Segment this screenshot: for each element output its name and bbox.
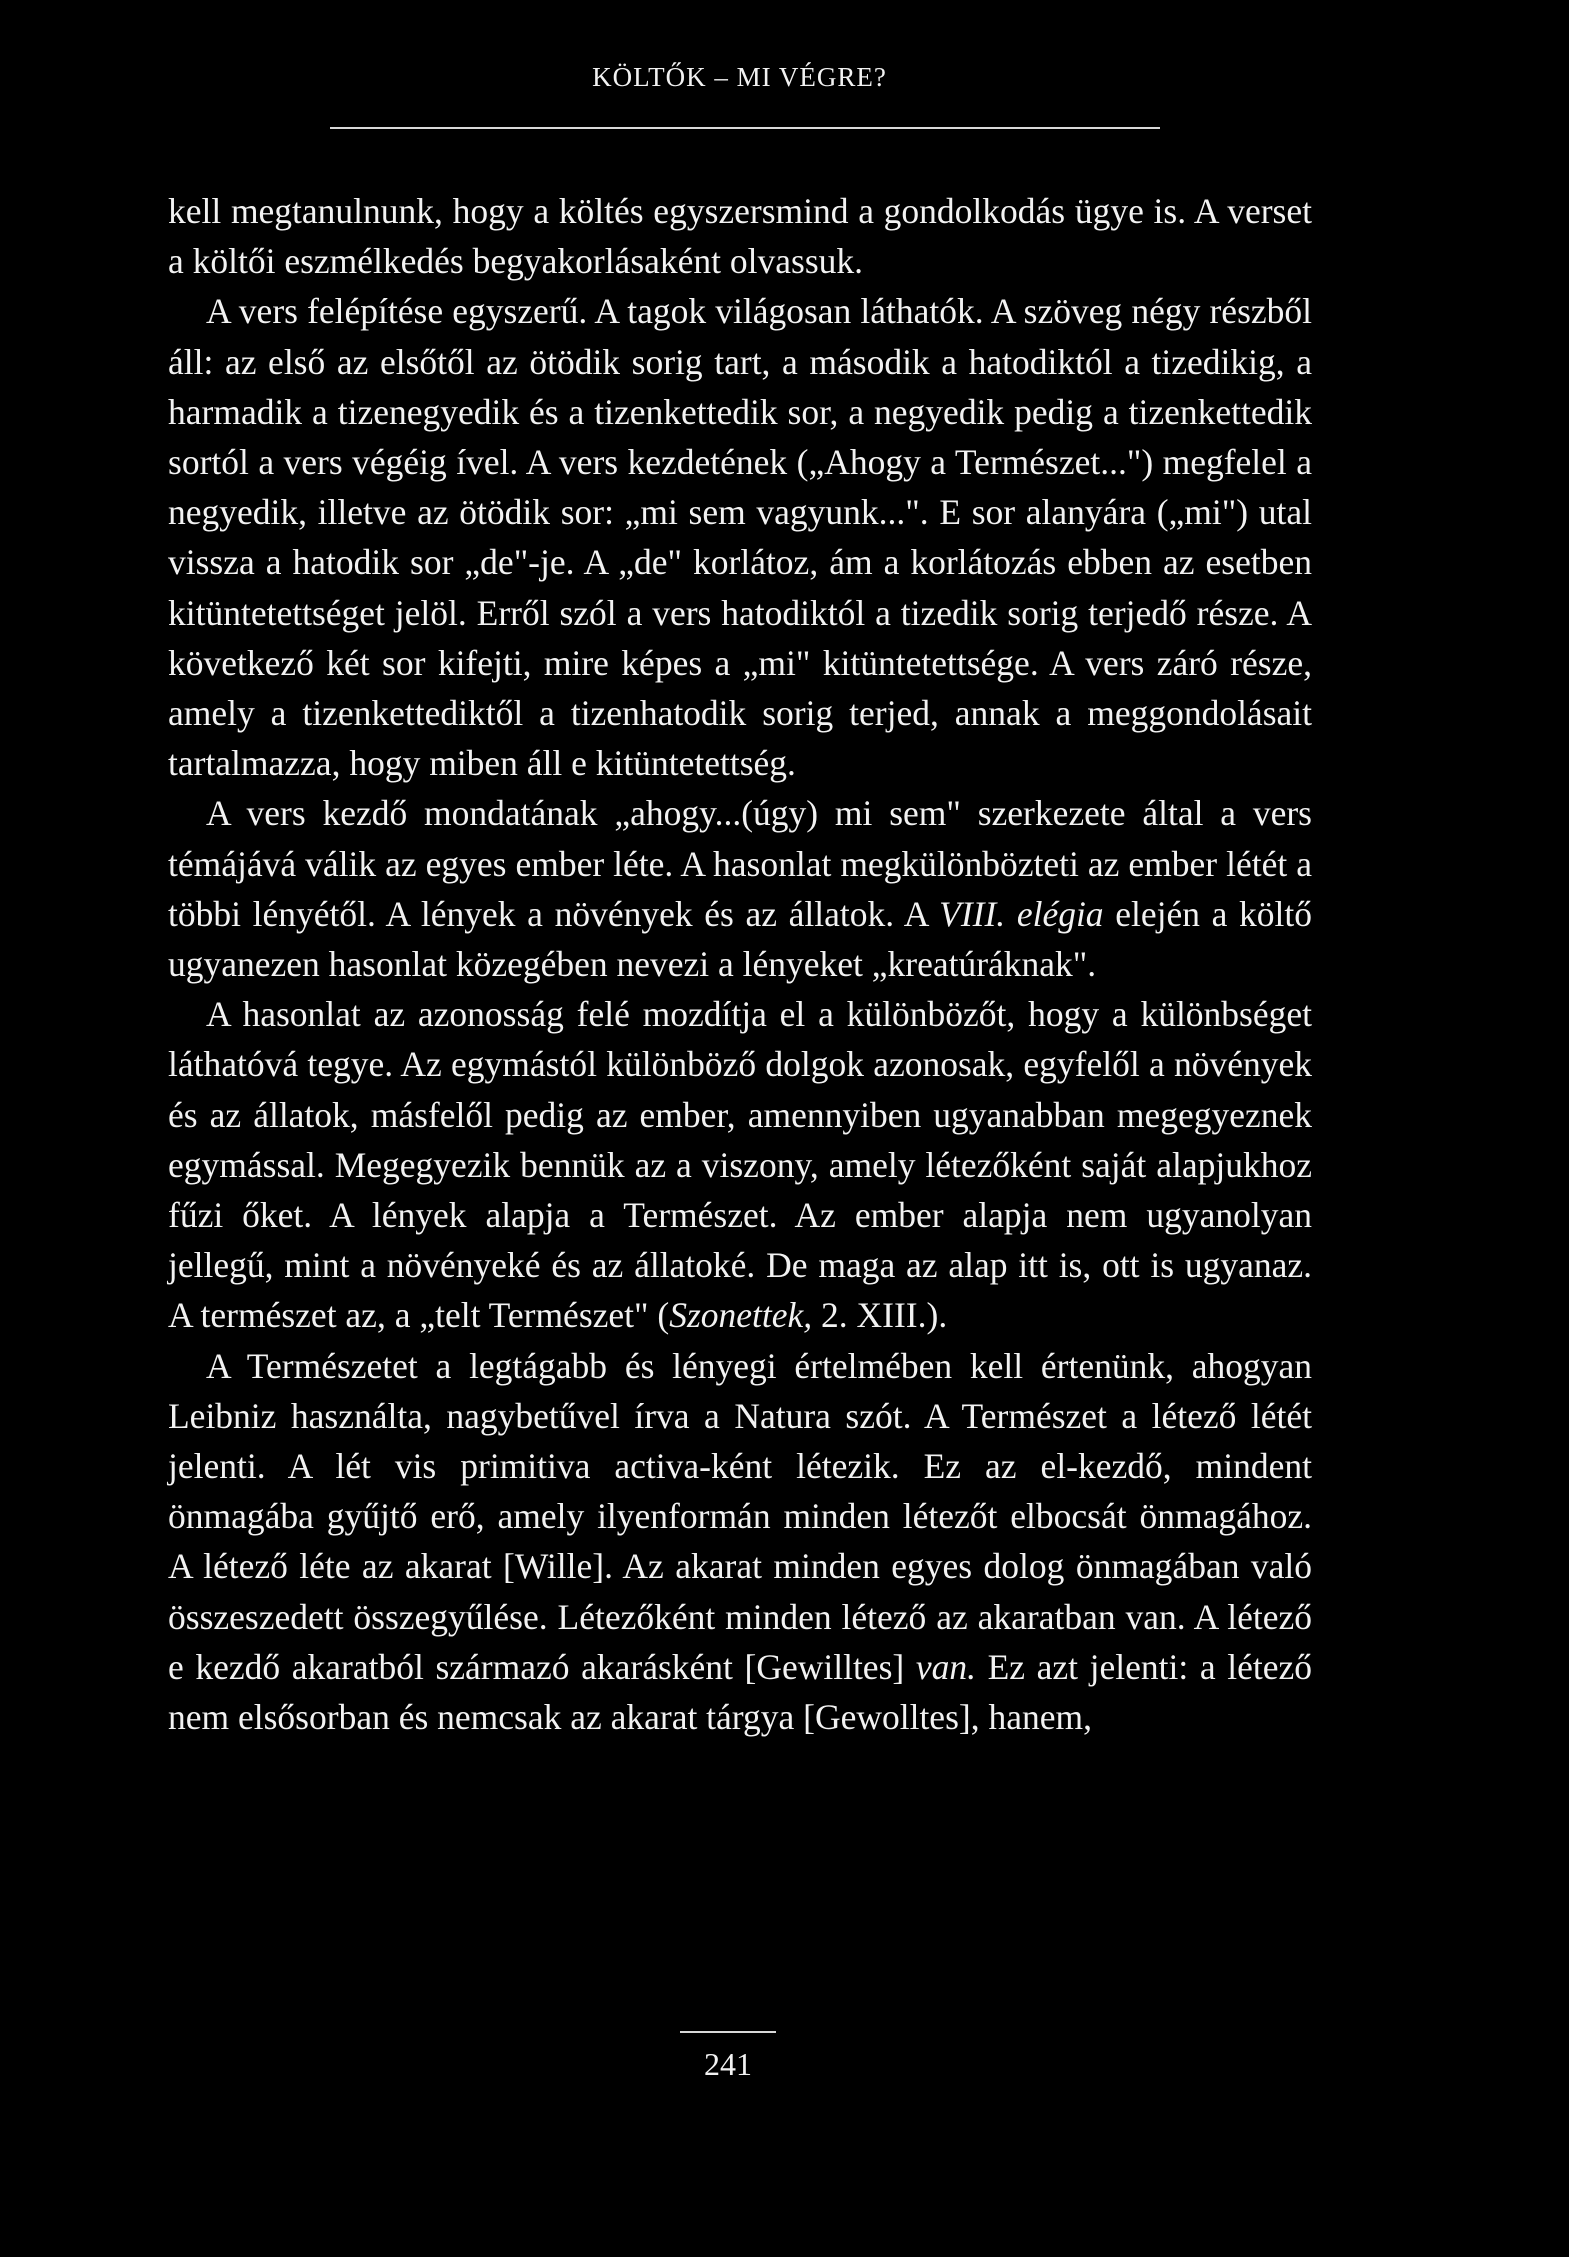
- text-run: kell megtanulnunk, hogy a költés egyszersmind a gondolkodás ügye is. A verset a költői eszmélkedés begyakorlásaként olvassuk.: [168, 191, 1312, 282]
- paragraph: [168, 989, 1312, 1340]
- italic-title: Szonettek,: [669, 1295, 813, 1336]
- paragraph: [168, 186, 1312, 286]
- paragraph: [168, 286, 1312, 788]
- italic-title: VIII. elégia: [939, 893, 1104, 934]
- footer-rule: [680, 2031, 776, 2033]
- header-rule: [330, 127, 1160, 129]
- text-run: 2. XIII.).: [812, 1295, 948, 1336]
- italic-title: van.: [915, 1646, 976, 1687]
- paragraph: [168, 788, 1312, 989]
- text-run: Ez azt jelenti: a létező nem elsősorban és nemcsak az akarat tárgya [Gewolltes], hanem,: [168, 1646, 1313, 1738]
- paragraph: [168, 1341, 1312, 1743]
- text-run: A vers felépítése egyszerű. A tagok világosan láthatók. A szöveg négy részből áll: az első az elsőtől az ötödik sorig tart, a második a hatodiktól a tizedikig, a harmadik a tizenegyedik és a tizenkettedik sor, a negyedik pedig a tizenkettedik sortól a vers végéig ível. A vers kezdetének („Ahogy a Természet...") megfelel a negyedik, illetve az ötödik sor: „mi sem vagyunk...". E sor alanyára („mi") utal vissza a hatodik sor „de"-je. A „de" korlátoz, ám a korlátozás ebben az esetben kitüntetettséget jelöl. Erről szól a vers hatodiktól a tizedik sorig terjedő része. A következő két sor kifejti, mire képes a „mi" kitüntetettsége. A vers záró része, amely a tizenkettediktől a tizenhatodik sorig terjed, annak a meggondolásait tartalmazza, hogy miben áll e kitüntetettség.: [168, 291, 1312, 784]
- text-run: elején a költő ugyanezen hasonlat közegében nevezi a lényeket „kreatúráknak".: [168, 893, 1312, 985]
- text-run: A vers kezdő mondatának „ahogy...(úgy) mi sem" szerkezete által a vers témájává válik az egyes ember léte. A hasonlat megkülönbözteti az ember létét a többi lényétől. A lények a növények és az állatok. A: [168, 793, 1312, 934]
- text-run: A hasonlat az azonosság felé mozdítja el a különbözőt, hogy a különbséget láthatóvá tegye. Az egymástól különböző dolgok azonosak, egyfelől a növények és az állatok, másfelől pedig az ember, amennyiben ugyanabban megegyeznek egymással. Megegyezik bennük az a viszony, amely létezőként saját alapjukhoz fűzi őket. A lények alapja a Természet. Az ember alapja nem ugyanolyan jellegű, mint a növényeké és az állatoké. De maga az alap itt is, ott is ugyanaz. A természet az, a „telt Természet" (: [168, 994, 1312, 1336]
- running-head: KÖLTŐK – MI VÉGRE?: [592, 62, 887, 92]
- text-run: A Természetet a legtágabb és lényegi értelmében kell értenünk, ahogyan Leibniz használta, nagybetűvel írva a Natura szót. A Természet a létező létét jelenti. A lét vis primitiva activa-ként létezik. Ez az el-kezdő, mindent önmagába gyűjtő erő, amely ilyenformán minden létezőt elbocsát önmagához. A létező léte az akarat [Wille]. Az akarat minden egyes dolog önmagában való összeszedett összegyűlése. Létezőként minden létező az akaratban van. A létező e kezdő akaratból származó akarásként [Gewilltes]: [168, 1345, 1312, 1687]
- body-text: [168, 186, 1312, 1742]
- page-number: 241: [704, 2046, 752, 2082]
